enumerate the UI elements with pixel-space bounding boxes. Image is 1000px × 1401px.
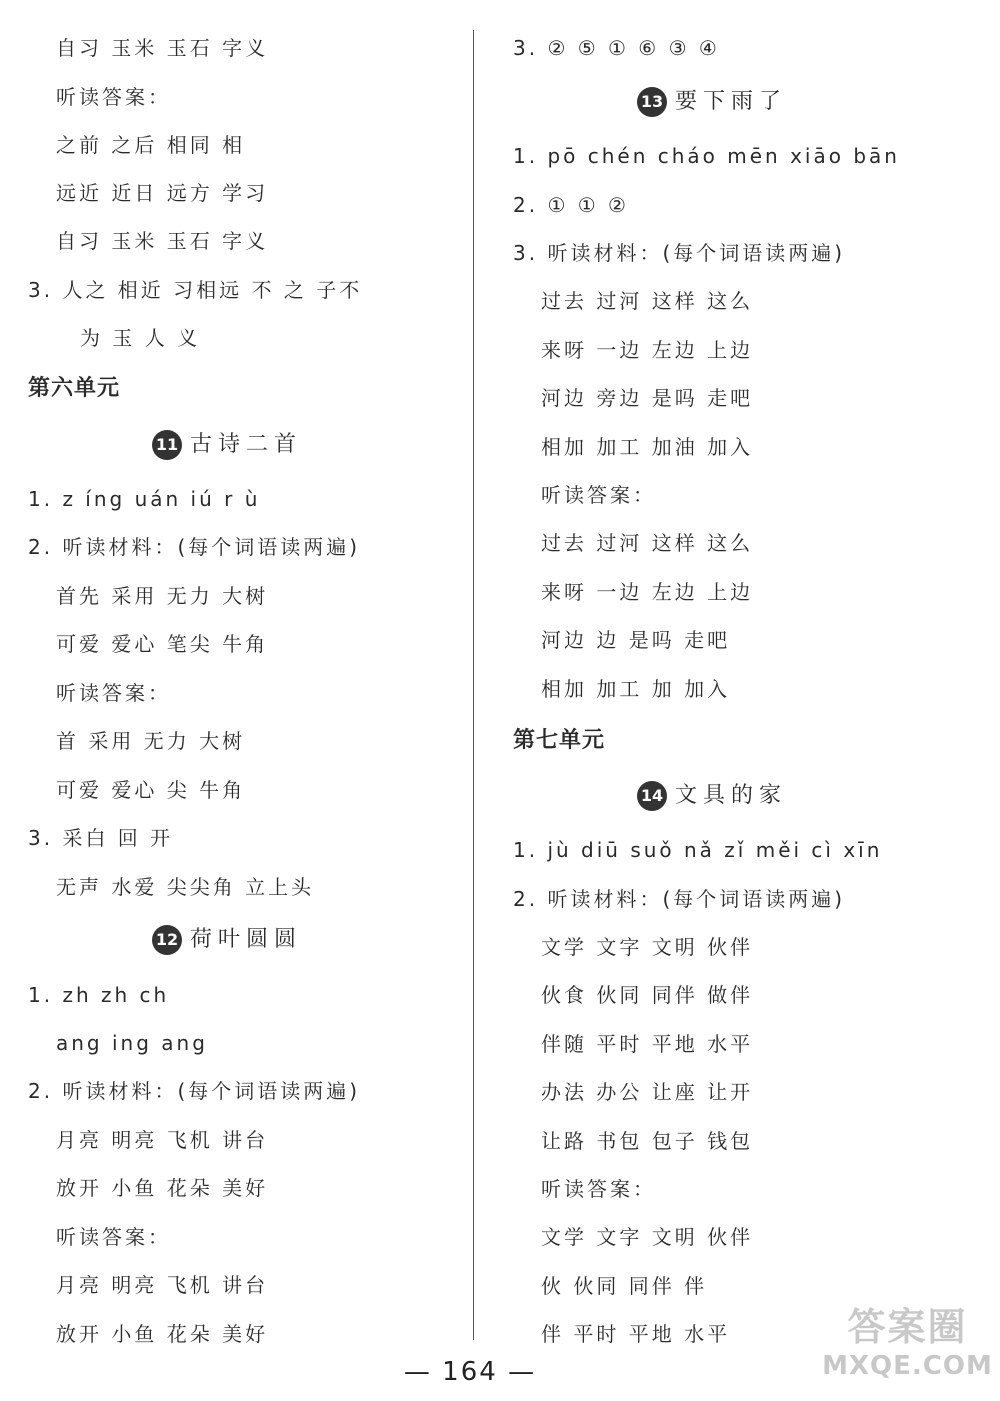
text-line: 听读答案：: [541, 1177, 656, 1201]
unit-heading: 第六单元: [28, 375, 121, 401]
text-line: 伴 平时 平地 水平: [541, 1322, 731, 1346]
text-line: 月亮 明亮 飞机 讲台: [56, 1273, 269, 1297]
text-line: 2. 听读材料：(每个词语读两遍): [513, 887, 846, 911]
lesson-number-badge: 12: [152, 925, 182, 955]
text-line: 可爱 爱心 笔尖 牛角: [56, 632, 269, 656]
text-line: 听读答案：: [541, 483, 656, 507]
text-line: 伙 伙同 同伴 伴: [541, 1274, 708, 1298]
text-line: 来呀 一边 左边 上边: [541, 580, 754, 604]
text-line: 2. 听读材料：(每个词语读两遍): [28, 535, 361, 559]
text-line: 之前 之后 相同 相: [56, 133, 246, 157]
text-line: 为 玉 人 义: [80, 326, 201, 350]
text-line: 文学 文字 文明 伙伴: [541, 935, 754, 959]
text-line: 自习 玉米 玉石 字义: [56, 229, 269, 253]
text-line: 来呀 一边 左边 上边: [541, 338, 754, 362]
page-number: — 164 —: [403, 1357, 537, 1387]
lesson-number-badge: 11: [152, 430, 182, 460]
text-line: 1. jù diū suǒ nǎ zǐ měi cì xīn: [513, 838, 883, 862]
text-line: 过去 过河 这样 这么: [541, 289, 754, 313]
text-line: 听读答案：: [56, 681, 171, 705]
lesson-heading: [637, 87, 787, 117]
text-line: 河边 旁边 是吗 走吧: [541, 386, 754, 410]
text-line: 放开 小鱼 花朵 美好: [56, 1322, 269, 1346]
column-divider: [473, 30, 474, 1340]
text-line: 相加 加工 加油 加入: [541, 435, 754, 459]
lesson-title: 古诗二首: [190, 432, 303, 457]
text-line: 过去 过河 这样 这么: [541, 531, 754, 555]
watermark-text: 答案圈: [847, 1305, 968, 1349]
text-line: 伙食 伙同 同伴 做伴: [541, 983, 754, 1007]
text-line: ang ing ang: [56, 1031, 208, 1055]
text-line: 3. 采白 回 开: [28, 826, 174, 850]
watermark-url: MXQE.COM: [822, 1351, 993, 1381]
text-line: 放开 小鱼 花朵 美好: [56, 1176, 269, 1200]
text-line: 无声 水爱 尖尖角 立上头: [56, 875, 315, 899]
lesson-heading: [152, 925, 302, 955]
lesson-title: 荷叶圆圆: [190, 927, 303, 952]
lesson-number-badge: 14: [637, 781, 667, 811]
text-line: 1. pō chén cháo mēn xiāo bān: [513, 144, 900, 168]
lesson-title: 文具的家: [675, 783, 788, 808]
text-line: 河边 边 是吗 走吧: [541, 628, 731, 652]
text-line: 首 采用 无力 大树: [56, 729, 246, 753]
text-line: 2. 听读材料：(每个词语读两遍): [28, 1079, 361, 1103]
lesson-heading: [637, 781, 787, 811]
text-line: 让路 书包 包子 钱包: [541, 1129, 754, 1153]
lesson-heading: [152, 430, 302, 460]
text-line: 自习 玉米 玉石 字义: [56, 36, 269, 60]
text-line: 伴随 平时 平地 水平: [541, 1032, 754, 1056]
text-line: 3. ② ⑤ ① ⑥ ③ ④: [513, 36, 720, 60]
text-line: 1. zh zh ch: [28, 983, 170, 1007]
text-line: 可爱 爱心 尖 牛角: [56, 778, 246, 802]
lesson-number-badge: 13: [637, 87, 667, 117]
text-line: 听读答案：: [56, 1225, 171, 1249]
text-line: 听读答案：: [56, 85, 171, 109]
text-line: 2. ① ① ②: [513, 193, 629, 217]
unit-heading: 第七单元: [513, 727, 606, 753]
text-line: 首先 采用 无力 大树: [56, 584, 269, 608]
text-line: 3. 人之 相近 习相远 不 之 子不: [28, 278, 363, 302]
text-line: 月亮 明亮 飞机 讲台: [56, 1128, 269, 1152]
text-line: 1. z íng uán iú r ù: [28, 487, 261, 511]
text-line: 文学 文字 文明 伙伴: [541, 1225, 754, 1249]
text-line: 办法 办公 让座 让开: [541, 1080, 754, 1104]
lesson-title: 要下雨了: [675, 89, 788, 114]
text-line: 3. 听读材料：(每个词语读两遍): [513, 241, 846, 265]
text-line: 远近 近日 远方 学习: [56, 181, 269, 205]
watermark-logo: [820, 1305, 995, 1395]
text-line: 相加 加工 加 加入: [541, 677, 731, 701]
